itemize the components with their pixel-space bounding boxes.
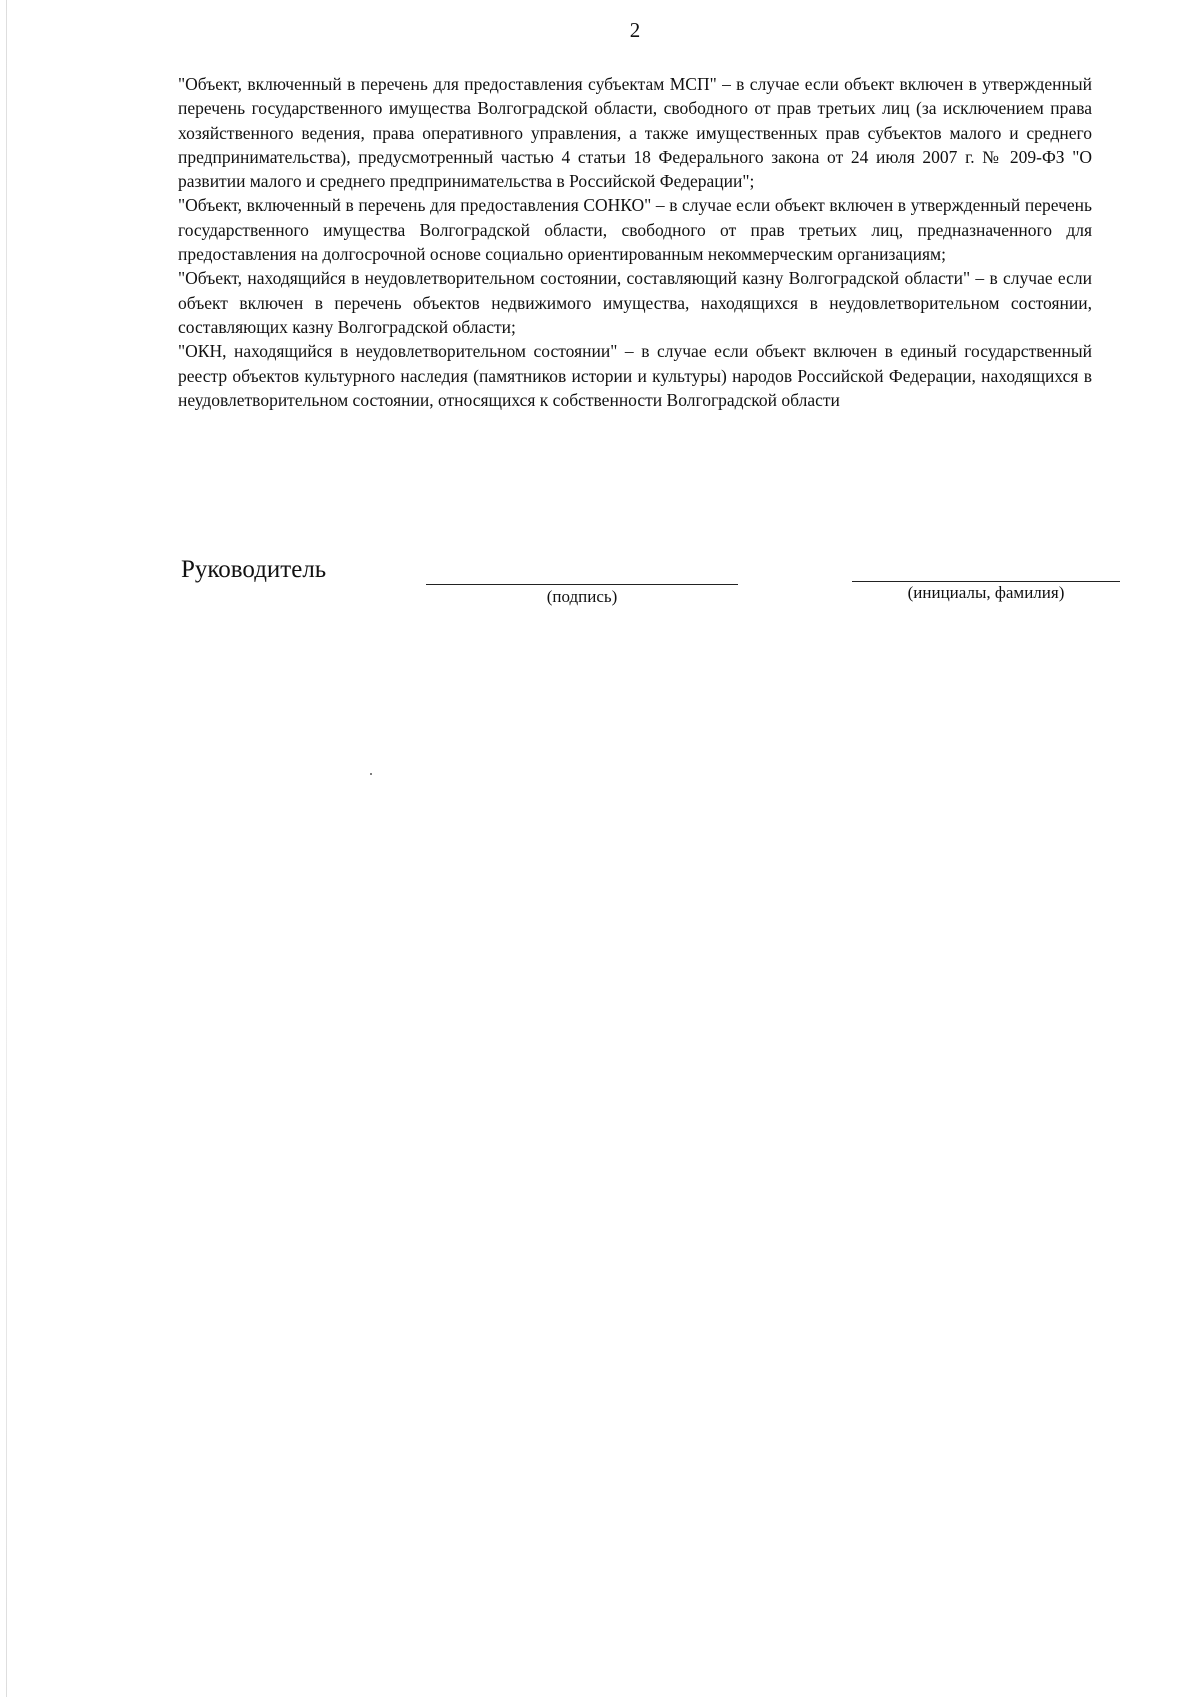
document-body xyxy=(178,72,1092,412)
paragraph-sonko-object: "Объект, включенный в перечень для предоставления СОНКО" – в случае если объект включен в утвержденный перечень государственного имущества Волгоградской области, свободного от прав третьих лиц, предназначенного для предоставления на долгосрочной основе социально ориентированным некоммерческим организациям; xyxy=(178,195,1092,265)
paragraph-unsatisfactory-okn: "ОКН, находящийся в неудовлетворительном состоянии" – в случае если объект включен в единый государственный реестр объектов культурного наследия (памятников истории и культуры) народов Российской Федерации, находящихся в неудовлетворительном состоянии, относящихся к собственности Волгоградской области xyxy=(178,341,1092,410)
signatory-title: Руководитель xyxy=(181,556,327,583)
paragraph-unsatisfactory-treasury-object: "Объект, находящийся в неудовлетворительном состоянии, составляющий казну Волгоградской области" – в случае если объект включен в перечень объектов недвижимого имущества, находящихся в неудовлетворительном состоянии, составляющих казну Волгоградской области; xyxy=(178,268,1092,337)
scan-speck xyxy=(370,773,372,775)
signature-caption: (подпись) xyxy=(546,587,618,606)
signature-line xyxy=(426,584,738,585)
page-number: 2 xyxy=(629,18,641,42)
name-caption: (инициалы, фамилия) xyxy=(907,583,1065,602)
name-line xyxy=(852,581,1120,582)
paragraph-msp-object: "Объект, включенный в перечень для предоставления субъектам МСП" – в случае если объект включен в утвержденный перечень государственного имущества Волгоградской области, свободного от прав третьих лиц (за исключением права хозяйственного ведения, права оперативного управления, а также имущественных прав субъектов малого и среднего предпринимательства), предусмотренный частью 4 статьи 18 Федерального закона от 24 июля 2007 г. № 209-ФЗ "О развитии малого и среднего предпринимательства в Российской Федерации"; xyxy=(178,74,1092,192)
scan-edge-artifact xyxy=(6,0,7,1697)
